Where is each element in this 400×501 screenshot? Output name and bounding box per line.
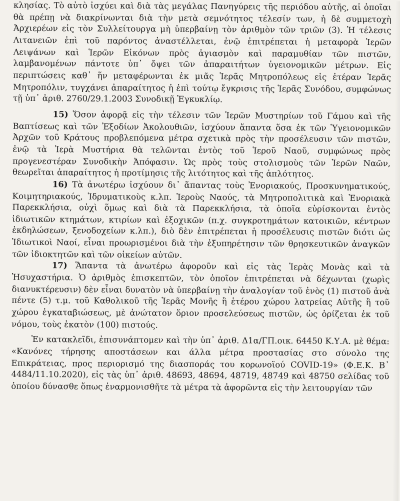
paragraph-number: 16): [52, 178, 68, 190]
paragraph-text: Τὰ ἀνωτέρω ἰσχύουν δι᾽ ἅπαντας τοὺς Ἐνοριακούς, Προσκυνηματικούς, Κοιμητηριακούς, Ἱδρυματικοὺς κ.λπ. Ἱεροὺς Ναούς, τὰ Μητροπολιτικὰ καὶ Ἐνοριακὰ Παρεκκλήσια, οὐχὶ ὅμως καὶ διὰ τὰ Παρεκκλήσια, τὰ ὁποῖα εὑρίσκονται ἐντὸς ἰδιωτικῶν κτημάτων, κτιρίων καὶ ἐξοχικῶν (π.χ. συγκροτημάτων κατοικιῶν, κέντρων ἐκδηλώσεων, ξενοδοχείων κ.λπ.), διὸ δὲν ἐπιτρέπεται ἡ προσέλευσις πιστῶν διότι ὡς Ἰδιωτικοὶ Ναοί, εἶναι προωρισμένοι διὰ τὴν ἐξυπηρέτησιν τῶν θρησκευτικῶν ἀναγκῶν τῶν ἰδιοκτητῶν καὶ τῶν οἰκείων αὐτῶν.: [11, 179, 391, 260]
paragraph-16: [12, 179, 390, 263]
closing-paragraph: Ἐν κατακλεῖδι, ἐπισυνάπτομεν καὶ τὴν ὑπ᾽ ἀριθ. Δ1α/ΓΠ.οικ. 64450 Κ.Υ.Α. μὲ θέμα: «Κανόνες τήρησης αποστάσεων και άλλα μέτρα προστασίας στο σύνολο της Επικράτειας, προς περιορισμό της διασποράς του κορωνοϊού COVID-19» (Φ.Ε.Κ. Β᾽ 4484/11.10.2020), εἰς τὰς ὑπ᾽ ἀριθ. 48693, 48694, 48719, 48749 καὶ 48750 σελίδας τοῦ ὁποίου δύνασθε ὅπως ἐναρμονισθῆτε τὰ μέτρα τὰ ἀφορῶντα εἰς τὴν λειτουργίαν τῶν: [11, 334, 390, 394]
paragraph-15: [12, 109, 390, 181]
paragraph-continuation: κλησίας. Τὸ αὐτὸ ἰσχύει καὶ διὰ τὰς μεγάλας Πανηγύρεις τῆς περιόδου αὐτῆς, αἱ ὁποῖαι θὰ πρέπῃ νὰ διακρίνωνται διὰ τὴν μετὰ σεμνότητος τέλεσίν των, ἡ δὲ συμμετοχὴ Ἀρχιερέων εἰς τὸν Συλλείτουργα μὴ ὑπερβαίνῃ τὸν ἀριθμὸν τῶν τριῶν (3). Ἡ τέλεσις Λιτανειῶν ἐπὶ τοῦ παρόντος ἀναστέλλεται, ἐνῷ ἐπιτρέπεται ἡ μεταφορὰ Ἱερῶν Λειψάνων καὶ Ἱερῶν Εἰκόνων πρὸς ἁγιασμὸν καὶ παραμυθίαν τῶν πιστῶν, λαμβανομένων πάντοτε ὑπ᾽ ὄψει τῶν ἀπαραιτήτων ὑγειονομικῶν μέτρων. Εἰς περιπτώσεις καθ᾽ ἥν μεταφέρωνται ἐκ μιᾶς Ἱερᾶς Μητροπόλεως εἰς ἑτέραν Ἱερᾶς Μητροπόλιν, τυγχάνει ἀπαραίτητος ἡ ἐπὶ τούτῳ ἔγκρισις τῆς Ἱερᾶς Συνόδου, συμφώνως τῇ ὑπ᾽ ἀριθ. 2760/29.1.2003 Συνοδικῇ Ἐγκυκλίῳ.: [12, 0, 392, 105]
paragraph-number: 17): [51, 260, 68, 271]
paragraph-text: Ὅσον ἀφορᾷ εἰς τὴν τέλεσιν τῶν Ἱερῶν Μυστηρίων τοῦ Γάμου καὶ τῆς Βαπτίσεως καὶ τῶν Ἐξοδίων Ἀκολουθιῶν, ἰσχύουν ἅπαντα ὅσα ἐκ τῶν Ὑγειονομικῶν Ἀρχῶν τοῦ Κράτους προβλεπόμενα μέτρα σχετικὰ πρὸς τὴν προσέλευσιν τῶν πιστῶν, ἐνῷ τὰ Ἱερὰ Μυστήρια θὰ τελῶνται ἐντὸς τοῦ Ἱεροῦ Ναοῦ, συμφώνως πρὸς προγενεστέραν Συνοδικὴν Ἀπόφασιν. Ὡς πρὸς τοὺς στολισμοὺς τῶν Ἱερῶν Ναῶν, θεωρεῖται ἀπαραίτητος ἡ προτίμησις τῆς λιτότητος καὶ τῆς ἁπλότητος.: [12, 109, 391, 179]
paragraph-text: Ἅπαντα τὰ ἀνωτέρω ἀφοροῦν καὶ εἰς τὰς Ἱερὰς Μονὰς καὶ τὰ Ἡσυχαστήρια. Ὁ ἀριθμὸς ἐπισκεπτῶν, τὸν ὁποῖον ἐπιτρέπεται νὰ δέχωνται (χωρὶς διανυκτέρευσιν) δὲν εἶναι δυνατὸν νὰ ὑπερβαίνῃ τὴν ἀναλογίαν τοῦ ἑνὸς (1) πιστοῦ ἀνὰ πέντε (5) τ.μ. τοῦ Καθολικοῦ τῆς Ἱερᾶς Μονῆς ἢ ἑτέρου χώρου λατρείας Αὐτῆς ἢ τοῦ χώρου ἐγκαταβιώσεως, μὲ ἀνώτατον ὅριον προσελεύσεως πιστῶν, ὡς ὁρίζεται ἐκ τοῦ νόμου, τοὺς ἑκατὸν (100) πιστούς.: [11, 260, 390, 330]
paragraph-17: [12, 260, 390, 332]
page-edge-shadow: [392, 1, 400, 501]
paragraph-number: 15): [52, 109, 69, 120]
